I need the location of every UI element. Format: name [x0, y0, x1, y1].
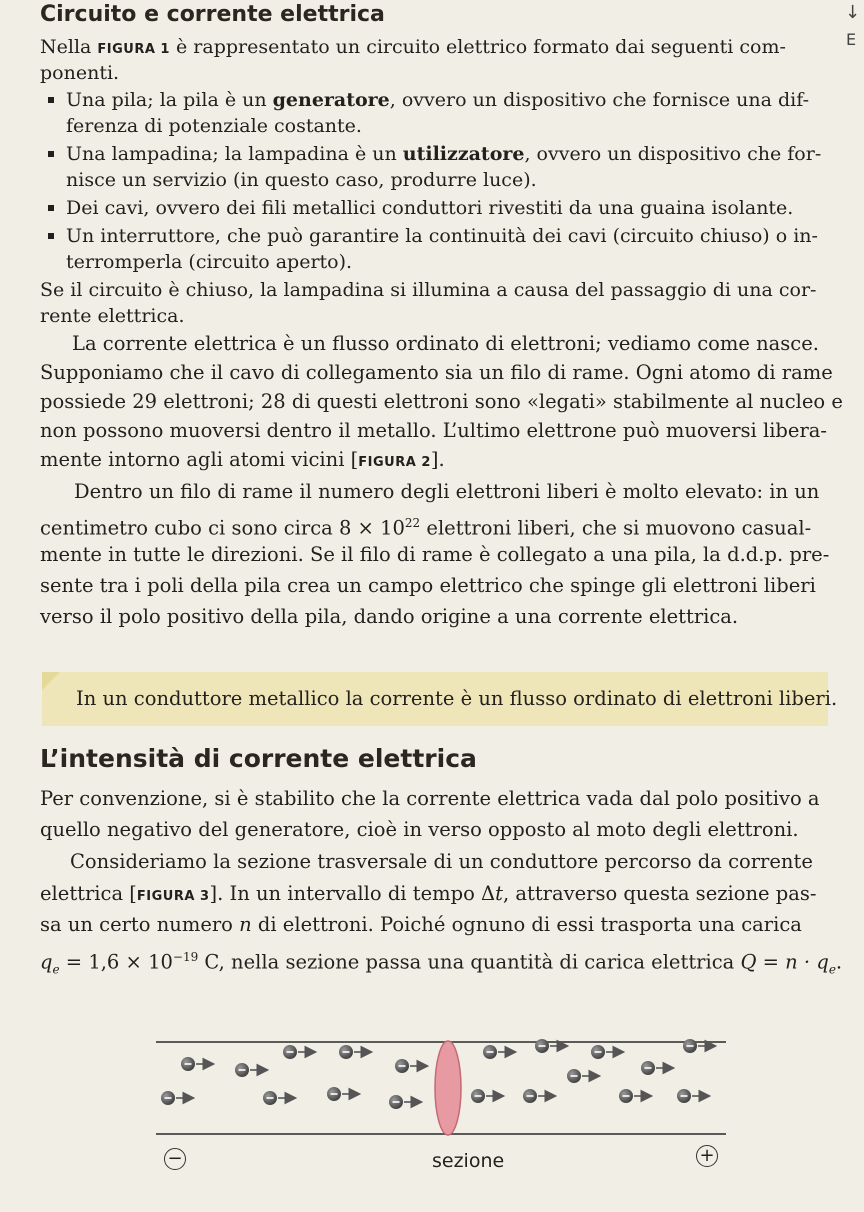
electron-icon [181, 1057, 212, 1071]
bullet-lampadina: Una lampadina; la lampadina è un utilizzatore, ovvero un dispositivo che for- [66, 143, 822, 165]
electron-icon [641, 1061, 672, 1075]
para-copper-1: Dentro un filo di rame il numero degli elettroni liberi è molto elevato: in un [74, 480, 820, 503]
conductor-section-figure [150, 1036, 730, 1156]
para-flow-3: possiede 29 elettroni; 28 di questi elettroni sono «legati» stabilmente al nucleo e [40, 390, 843, 413]
para-section-4: $q_e = 1,6 \times 10^{-19}$ C, nella sezione passa una quantità di carica elettrica $Q = n \cdot q_e$. [40, 950, 843, 977]
figure-reference[interactable]: FIGURA 3 [136, 889, 210, 904]
para-copper-2: centimetro cubo ci sono circa $8 \times 10^{22}$ elettroni liberi, che si muovono casual- [40, 516, 812, 540]
para-copper-5: verso il polo positivo della pila, dando origine a una corrente elettrica. [40, 605, 739, 628]
box-corner-decoration [42, 672, 60, 690]
bullet-lampadina-cont: nisce un servizio (in questo caso, produrre luce). [66, 169, 537, 191]
electron-icon [339, 1045, 370, 1059]
figure-reference[interactable]: FIGURA 2 [358, 455, 431, 470]
para-convention-2: quello negativo del generatore, cioè in verso opposto al moto degli elettroni. [40, 818, 799, 841]
intro-line-1: Nella FIGURA 1 è rappresentato un circuito elettrico formato dai seguenti com- [40, 36, 786, 58]
para-convention-1: Per convenzione, si è stabilito che la corrente elettrica vada dal polo positivo a [40, 787, 820, 810]
electron-icon [523, 1089, 554, 1103]
para-section-2: elettrica [FIGURA 3]. In un intervallo di tempo Δt, attraverso questa sezione pas- [40, 882, 817, 905]
para-copper-3: mente in tutte le direzioni. Se il filo di rame è collegato a una pila, la d.d.p. pre- [40, 543, 830, 566]
para-flow-5: mente intorno agli atomi vicini [FIGURA 2]. [40, 448, 445, 471]
para-flow-4: non possono muoversi dentro il metallo. L’ultimo elettrone può muoversi libera- [40, 419, 827, 442]
electron-icon [483, 1045, 514, 1059]
bullet-interruttore: Un interruttore, che può garantire la continuità dei cavi (circuito chiuso) o in- [66, 225, 818, 247]
electron-icon [235, 1063, 266, 1077]
electron-icon [471, 1089, 502, 1103]
plus-pole-icon: + [696, 1145, 718, 1167]
electron-icon [263, 1091, 294, 1105]
para-closed-2: rente elettrica. [40, 305, 185, 327]
section-title-intensity: L’intensità di corrente elettrica [40, 744, 477, 773]
electron-icon [389, 1095, 420, 1109]
electron-icon [619, 1089, 650, 1103]
margin-letter: E [846, 30, 857, 49]
para-flow-1: La corrente elettrica è un flusso ordinato di elettroni; vediamo come nasce. [72, 332, 819, 355]
electron-icon [677, 1089, 708, 1103]
bullet-cavi: Dei cavi, ovvero dei fili metallici conduttori rivestiti da una guaina isolante. [66, 197, 794, 219]
para-section-3: sa un certo numero n di elettroni. Poiché ognuno di essi trasporta una carica [40, 913, 802, 936]
cross-section-marker [435, 1041, 461, 1135]
bullet-pila-cont: ferenza di potenziale costante. [66, 115, 362, 137]
para-closed-1: Se il circuito è chiuso, la lampadina si illumina a causa del passaggio di una cor- [40, 279, 817, 301]
bullet-pila: Una pila; la pila è un generatore, ovvero un dispositivo che fornisce una dif- [66, 89, 809, 111]
electron-icon [283, 1045, 314, 1059]
intro-line-2: ponenti. [40, 62, 120, 84]
para-section-1: Consideriamo la sezione trasversale di un conduttore percorso da corrente [70, 850, 813, 873]
electron-icon [567, 1069, 598, 1083]
section-label: sezione [432, 1150, 505, 1172]
minus-pole-icon: − [164, 1148, 186, 1170]
para-copper-4: sente tra i poli della pila crea un campo elettrico che spinge gli elettroni liberi [40, 574, 816, 597]
section-title-circuit: Circuito e corrente elettrica [40, 2, 385, 27]
key-concept-text: In un conduttore metallico la corrente è un flusso ordinato di elettroni liberi. [76, 687, 838, 710]
bullet-interruttore-cont: terromperla (circuito aperto). [66, 251, 353, 273]
electron-icon [161, 1091, 192, 1105]
down-arrow-icon: ↓ [845, 2, 861, 23]
electron-icon [395, 1059, 426, 1073]
electron-icon [327, 1087, 358, 1101]
electron-icon [591, 1045, 622, 1059]
figure-reference[interactable]: FIGURA 1 [97, 42, 170, 57]
para-flow-2: Supponiamo che il cavo di collegamento sia un filo di rame. Ogni atomo di rame [40, 361, 833, 384]
